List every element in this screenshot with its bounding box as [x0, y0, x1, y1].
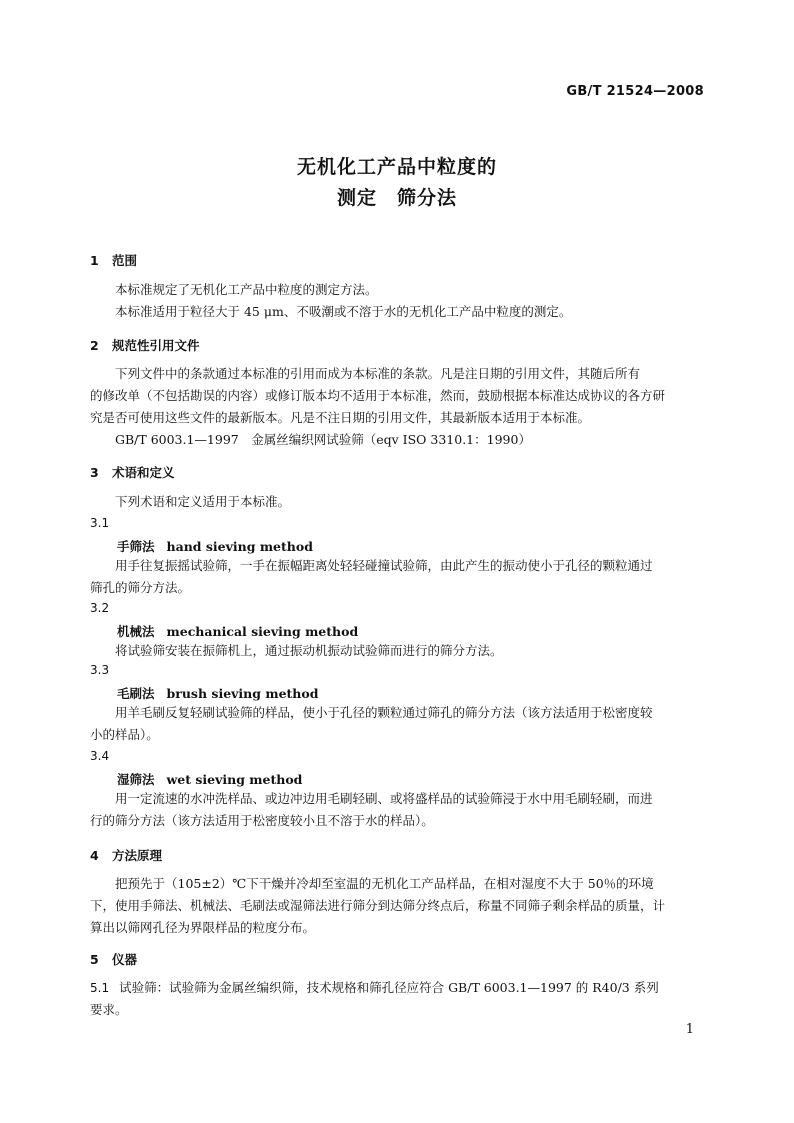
section-title: 方法原理	[112, 848, 163, 863]
definition-line: 行的筛分方法（该方法适用于松密度较小且不溶于水的样品）。	[90, 813, 434, 828]
clause-number: 5.1	[90, 981, 110, 995]
term-english: wet sieving method	[166, 772, 303, 787]
section-2-body	[90, 363, 706, 451]
section-4-heading	[90, 846, 162, 864]
section-number: 5	[90, 952, 99, 967]
section-4-body	[90, 873, 706, 939]
term-chinese: 毛刷法	[117, 686, 155, 701]
paragraph-line: 下列文件中的条款通过本标准的引用而成为本标准的条款。凡是注日期的引用文件，其随后所有	[115, 366, 641, 381]
term-3-1	[117, 537, 313, 555]
normative-reference: GB/T 6003.1—1997 金属丝编织网试验筛（eqv ISO 3310.1：1990）	[115, 432, 531, 447]
clause-3-2-number: 3.2	[90, 601, 110, 615]
term-3-4	[117, 770, 302, 788]
section-number: 2	[90, 338, 99, 353]
section-title: 范围	[112, 253, 138, 268]
term-english: brush sieving method	[166, 686, 319, 701]
paragraph-line: 下，使用手筛法、机械法、毛刷法或湿筛法进行筛分到达筛分终点后，称量不同筛子剩余样品的质量，计	[90, 898, 666, 913]
standard-number: GB/T 21524—2008	[566, 84, 704, 99]
term-chinese: 湿筛法	[117, 772, 155, 787]
paragraph: 本标准适用于粒径大于 45 μm、不吸潮或不溶于水的无机化工产品中粒度的测定。	[115, 304, 572, 319]
definition-line: 用羊毛刷反复轻刷试验筛的样品，使小于孔径的颗粒通过筛孔的筛分方法（该方法适用于松密度较	[115, 705, 653, 720]
definition-line: 小的样品）。	[90, 727, 159, 742]
clause-3-4-number: 3.4	[90, 749, 110, 763]
paragraph-line: 把预先于（105±2）℃下干燥并冷却至室温的无机化工产品样品，在相对湿度不大于 50％的环境	[115, 876, 654, 891]
term-3-1-definition	[90, 555, 706, 599]
section-3-intro	[90, 491, 706, 513]
clause-3-1-number: 3.1	[90, 516, 110, 530]
term-chinese: 手筛法	[117, 539, 155, 554]
page-number: 1	[685, 1022, 694, 1037]
paragraph: 下列术语和定义适用于本标准。	[115, 494, 291, 509]
clause-text-line: 试验筛：试验筛为金属丝编织筛，技术规格和筛孔径应符合 GB/T 6003.1—1997 的 R40/3 系列	[119, 980, 659, 995]
paragraph-line: 究是否可使用这些文件的最新版本。凡是不注日期的引用文件，其最新版本适用于本标准。	[90, 410, 591, 425]
clause-5-1	[90, 977, 706, 1021]
term-3-3-definition	[90, 702, 706, 746]
section-1-heading	[90, 251, 137, 269]
section-number: 4	[90, 848, 99, 863]
document-title-line2: 测定 筛分法	[336, 187, 457, 209]
definition-line: 用手往复振摇试验筛，一手在振幅距离处轻轻碰撞试验筛，由此产生的振动使小于孔径的颗粒通过	[115, 558, 653, 573]
section-title: 规范性引用文件	[112, 338, 200, 353]
term-english: hand sieving method	[166, 539, 313, 554]
term-3-3	[117, 684, 318, 702]
section-title: 术语和定义	[112, 465, 175, 480]
clause-3-3-number: 3.3	[90, 663, 110, 677]
document-title-line1: 无机化工产品中粒度的	[296, 156, 497, 178]
term-3-2-definition	[90, 640, 706, 662]
paragraph-line: 算出以筛网孔径为界限样品的粒度分布。	[90, 920, 316, 935]
section-3-heading	[90, 463, 175, 481]
paragraph: 本标准规定了无机化工产品中粒度的测定方法。	[115, 282, 378, 297]
paragraph-line: 的修改单（不包括勘误的内容）或修订版本均不适用于本标准，然而，鼓励根据本标准达成协议的各方研	[90, 388, 666, 403]
definition-line: 将试验筛安装在振筛机上，通过振动机振动试验筛而进行的筛分方法。	[115, 643, 503, 658]
section-number: 1	[90, 253, 99, 268]
section-5-heading	[90, 950, 137, 968]
definition-line: 用一定流速的水冲洗样品、或边冲边用毛刷轻刷、或将盛样品的试验筛浸于水中用毛刷轻刷，而进	[115, 791, 653, 806]
term-3-2	[117, 622, 358, 640]
section-number: 3	[90, 465, 99, 480]
term-3-4-definition	[90, 788, 706, 832]
term-chinese: 机械法	[117, 624, 155, 639]
definition-line: 筛孔的筛分方法。	[90, 580, 191, 595]
clause-text-line: 要求。	[90, 1002, 128, 1017]
section-1-body	[90, 279, 706, 323]
term-english: mechanical sieving method	[166, 624, 359, 639]
section-2-heading	[90, 336, 200, 354]
section-title: 仪器	[112, 952, 138, 967]
